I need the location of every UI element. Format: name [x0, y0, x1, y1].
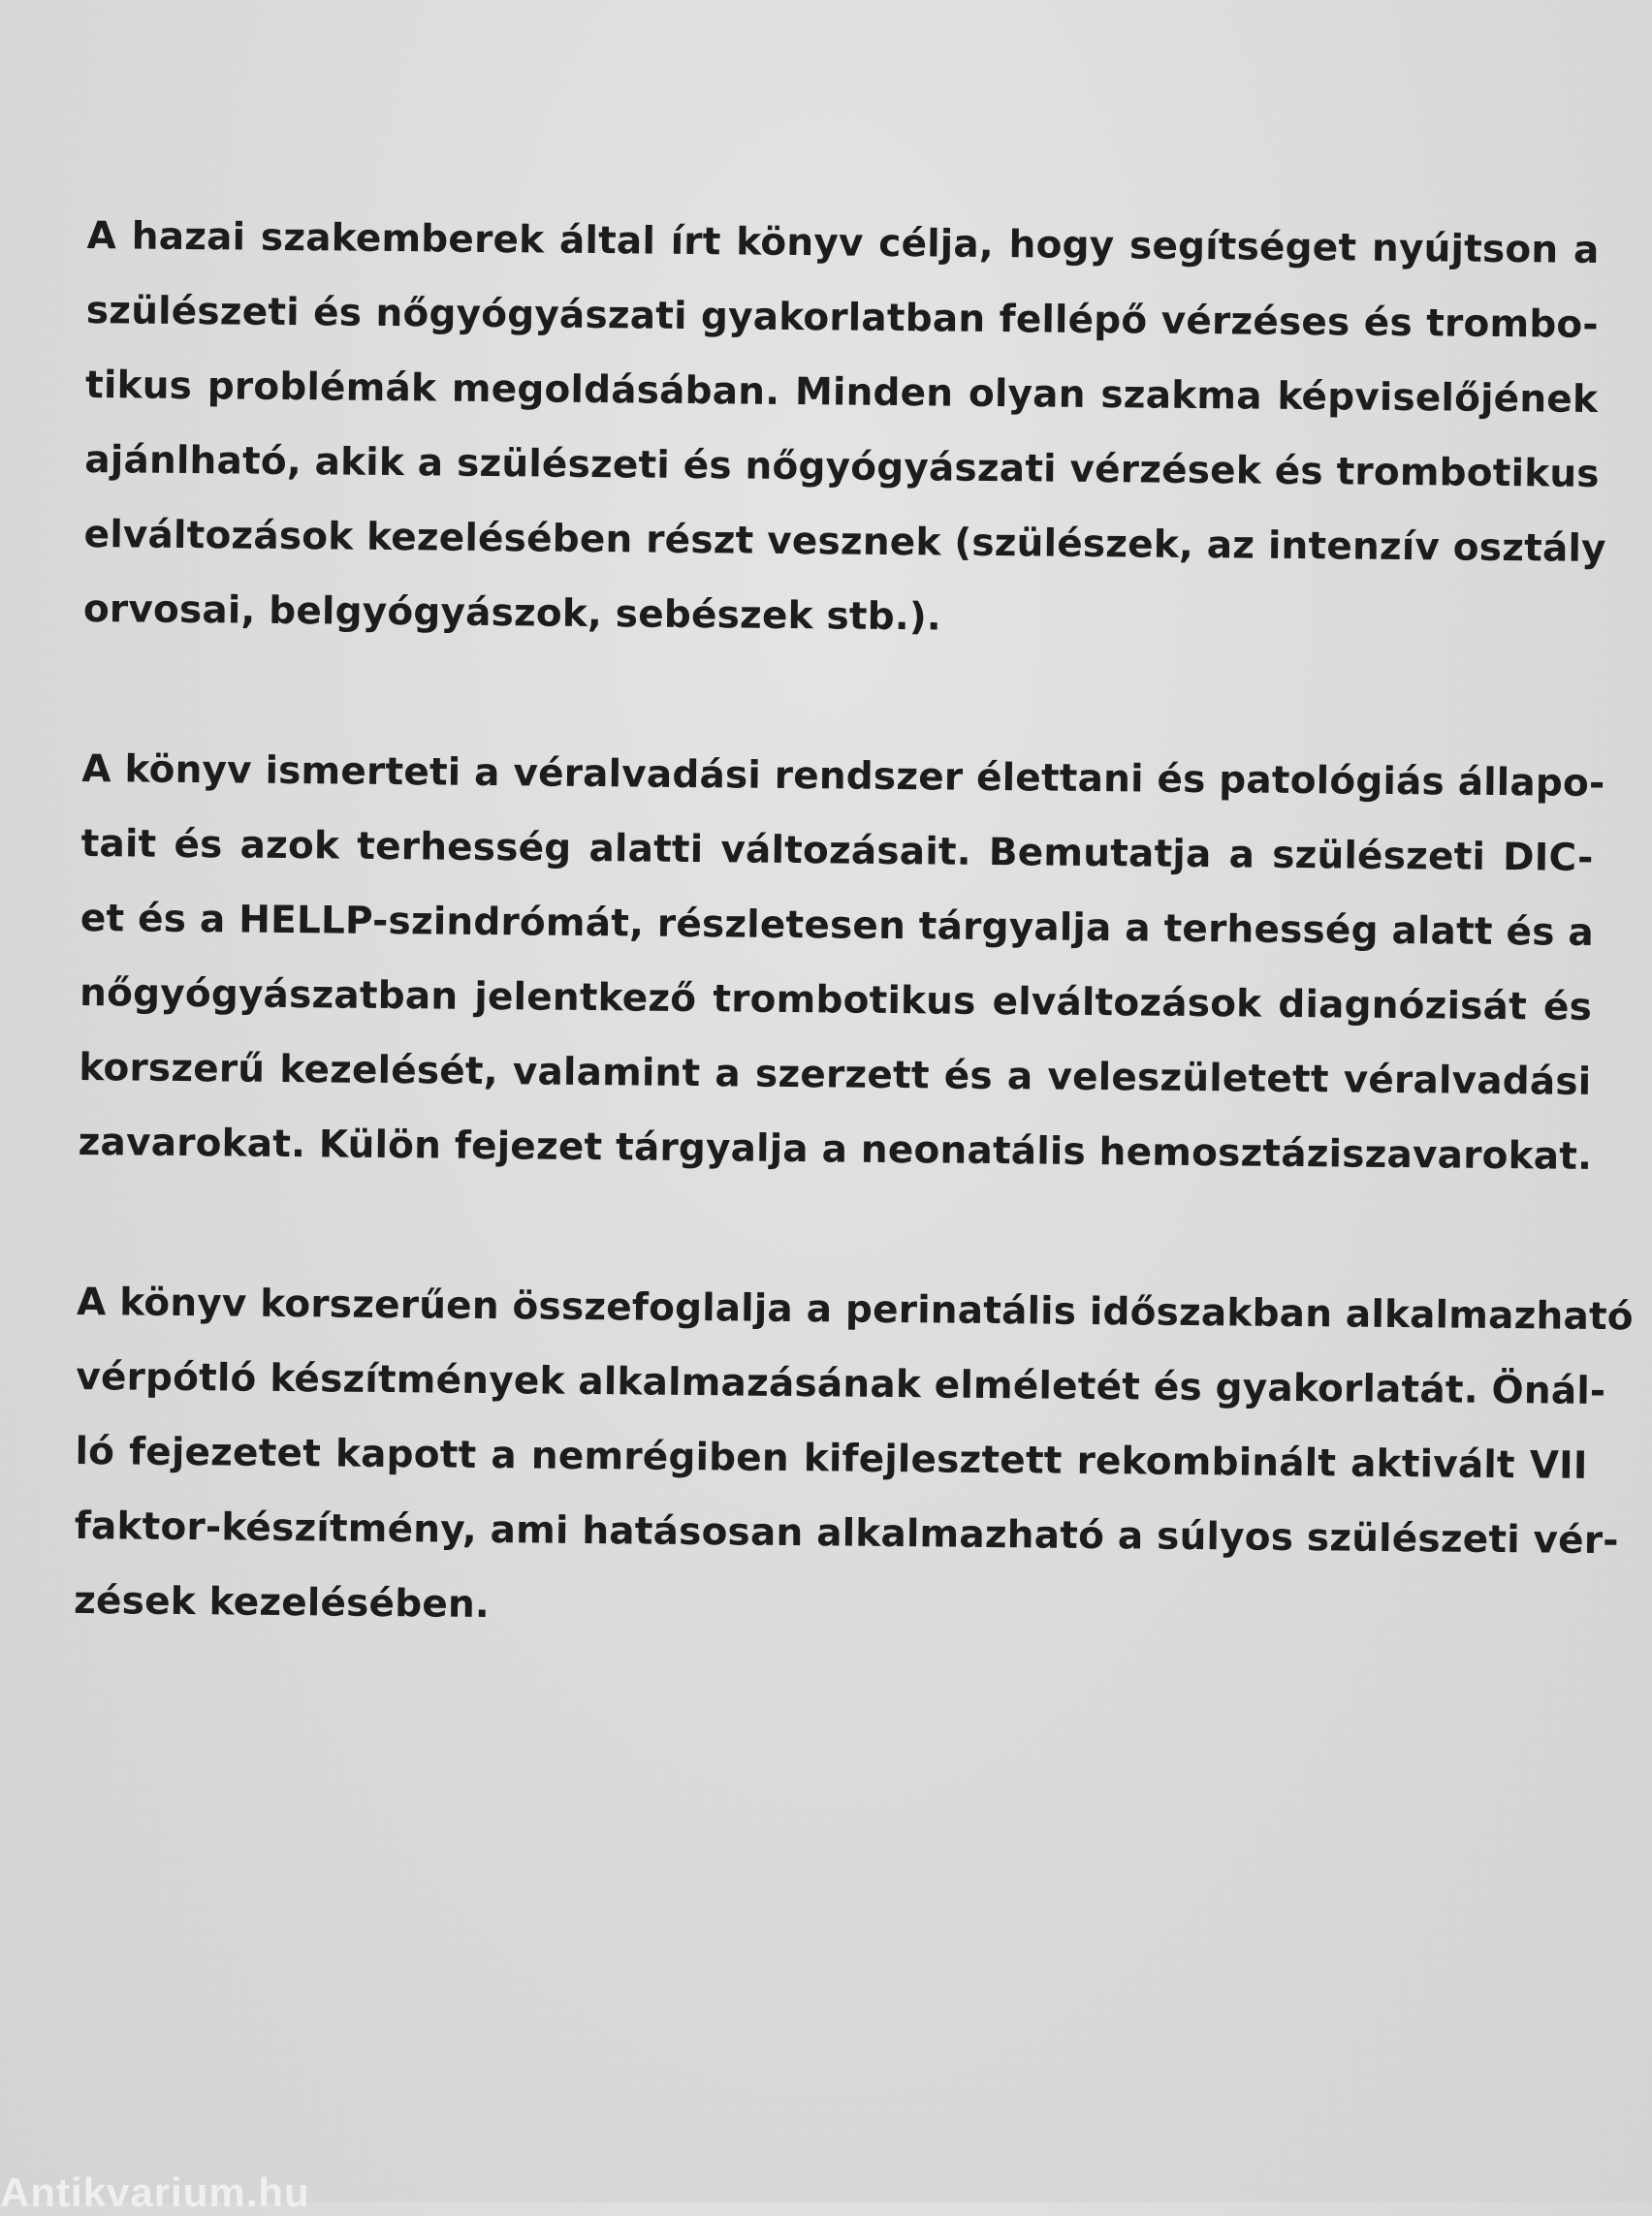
- text-line: nőgyógyászatban jelentkező trombotikus elváltozások diagnózisát és: [79, 970, 1593, 1029]
- paragraph-3: [73, 1265, 1635, 1653]
- text-line: szülészeti és nőgyógyászati gyakorlatban fellépő vérzéses és trombo-: [85, 288, 1600, 347]
- text-line: ló fejezetet kapott a nemrégiben kifejlesztett rekombinált aktivált VII: [75, 1429, 1588, 1488]
- text-line: orvosai, belgyógyászok, sebészek stb.).: [82, 586, 942, 640]
- text-line: et és a HELLP-szindrómát, részletesen tárgyalja a terhesség alatt és a: [79, 896, 1595, 955]
- text-line: tait és azok terhesség alatti változásait. Bemutatja a szülészeti DIC-: [80, 821, 1594, 880]
- text-line: ajánlható, akik a szülészeti és nőgyógyászati vérzések és trombotikus: [84, 437, 1600, 496]
- text-line: korszerű kezelését, valamint a szerzett és a veleszületett véralvadási: [79, 1045, 1592, 1104]
- paragraph-1: [82, 199, 1606, 661]
- text-line: faktor-készítmény, ami hatásosan alkalmazható a súlyos szülészeti vér-: [74, 1504, 1619, 1564]
- description-text-block: [73, 199, 1635, 1738]
- text-line: vérpótló készítmények alkalmazásának elméletét és gyakorlatát. Önál-: [76, 1354, 1606, 1414]
- text-line: A könyv korszerűen összefoglalja a perinatális időszakban alkalmazható: [76, 1280, 1635, 1340]
- text-line: tikus problémák megoldásában. Minden olyan szakma képviselőjének: [84, 363, 1599, 422]
- watermark-text: Antikvarium.hu: [0, 2169, 310, 2215]
- text-line: elváltozások kezelésében részt vesznek (szülészek, az intenzív osztály: [83, 512, 1606, 572]
- text-line: A könyv ismerteti a véralvadási rendszer élettani és patológiás állapo-: [81, 746, 1605, 807]
- paragraph-2: [78, 732, 1605, 1194]
- text-line: A hazai szakemberek által írt könyv célja, hogy segítséget nyújtson a: [86, 213, 1600, 272]
- text-line: zések kezelésében.: [73, 1578, 491, 1628]
- text-line: zavarokat. Külön fejezet tárgyalja a neonatális hemosztáziszavarokat.: [78, 1120, 1593, 1179]
